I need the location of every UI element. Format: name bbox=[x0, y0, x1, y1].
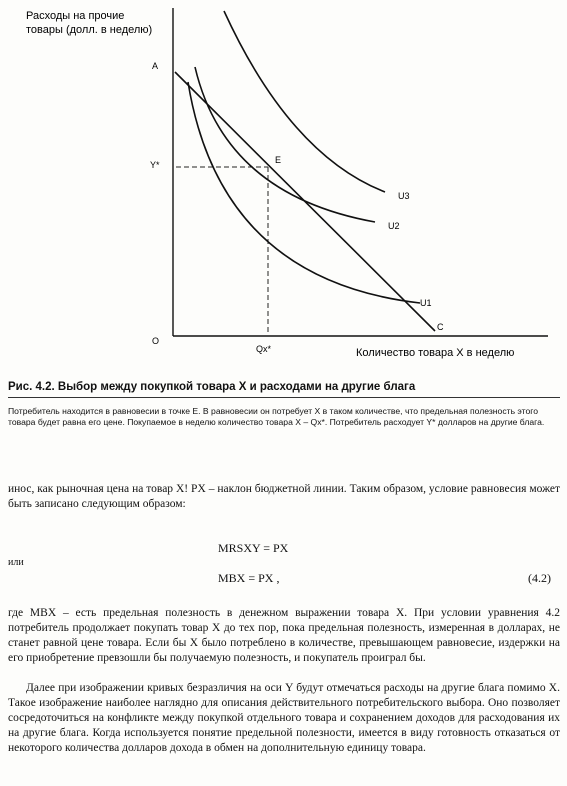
figure-caption-title: Рис. 4.2. Выбор между покупкой товара X и расходами на другие блага bbox=[8, 381, 416, 393]
indifference-curve-figure bbox=[0, 0, 567, 380]
label-C: C bbox=[437, 322, 444, 332]
caption-divider bbox=[8, 397, 560, 398]
word-or: или bbox=[8, 557, 24, 568]
label-U2: U2 bbox=[388, 221, 400, 231]
figure-caption-body: Потребитель находится в равновесии в точке E. В равновесии он потребует X в таком количестве, что предельная полезность этого товара будет равна его цене. Покупаемое в неделю количество товара X – Qx*. Потребитель расходует Y* долларов на другие блага. bbox=[8, 406, 545, 427]
label-U3: U3 bbox=[398, 191, 410, 201]
x-axis-title: Количество товара X в неделю bbox=[356, 347, 515, 359]
label-Y-star: Y* bbox=[150, 160, 160, 170]
indifference-curve-U3 bbox=[224, 11, 385, 192]
label-origin: O bbox=[152, 336, 160, 346]
y-axis-title-line2: товары (долл. в неделю) bbox=[26, 24, 153, 36]
label-U1: U1 bbox=[420, 298, 432, 308]
paragraph-3: Далее при изображении кривых безразличия на оси Y будут отмечаться расходы на другие блага помимо X. Такое изображение наиболее наглядно для описания действительного потребительского выбора. Оно позволяет сосредоточиться на конфликте между покупкой отдельного товара и сохранением доходов для расходования их на другие блага. Когда используется понятие предельной полезности, имеется в виду готовность отказаться от некоторого количества долларов дохода в обмен на дополнительную единицу товара. bbox=[8, 682, 560, 754]
equation-mb: MBX = PX , bbox=[218, 571, 280, 585]
paragraph-2: где MBX – есть предельная полезность в денежном выражении товара X. При условии уравнения 4.2 потребитель продолжает покупать товар X до тех пор, пока предельная полезность, измеренная в долларах, не станет равной цене товара. Если бы X было потреблено в количестве, превышающем равновесие, издержки на его приобретение превзошли бы получаемую полезность, и покупатель проиграл бы. bbox=[8, 607, 560, 664]
label-Qx-star: Qx* bbox=[256, 344, 272, 354]
indifference-curve-U2 bbox=[195, 67, 375, 222]
y-axis-title-line1: Расходы на прочие bbox=[26, 10, 125, 22]
paragraph-1: инос, как рыночная цена на товар X! PX – наклон бюджетной линии. Таким образом, условие равновесия может быть записано следующим образом: bbox=[8, 483, 560, 510]
equation-number: (4.2) bbox=[528, 571, 551, 585]
label-E: E bbox=[275, 155, 282, 165]
indifference-curve-U1 bbox=[188, 82, 420, 303]
label-A: A bbox=[152, 61, 159, 71]
equation-mrs: MRSXY = PX bbox=[218, 541, 289, 555]
